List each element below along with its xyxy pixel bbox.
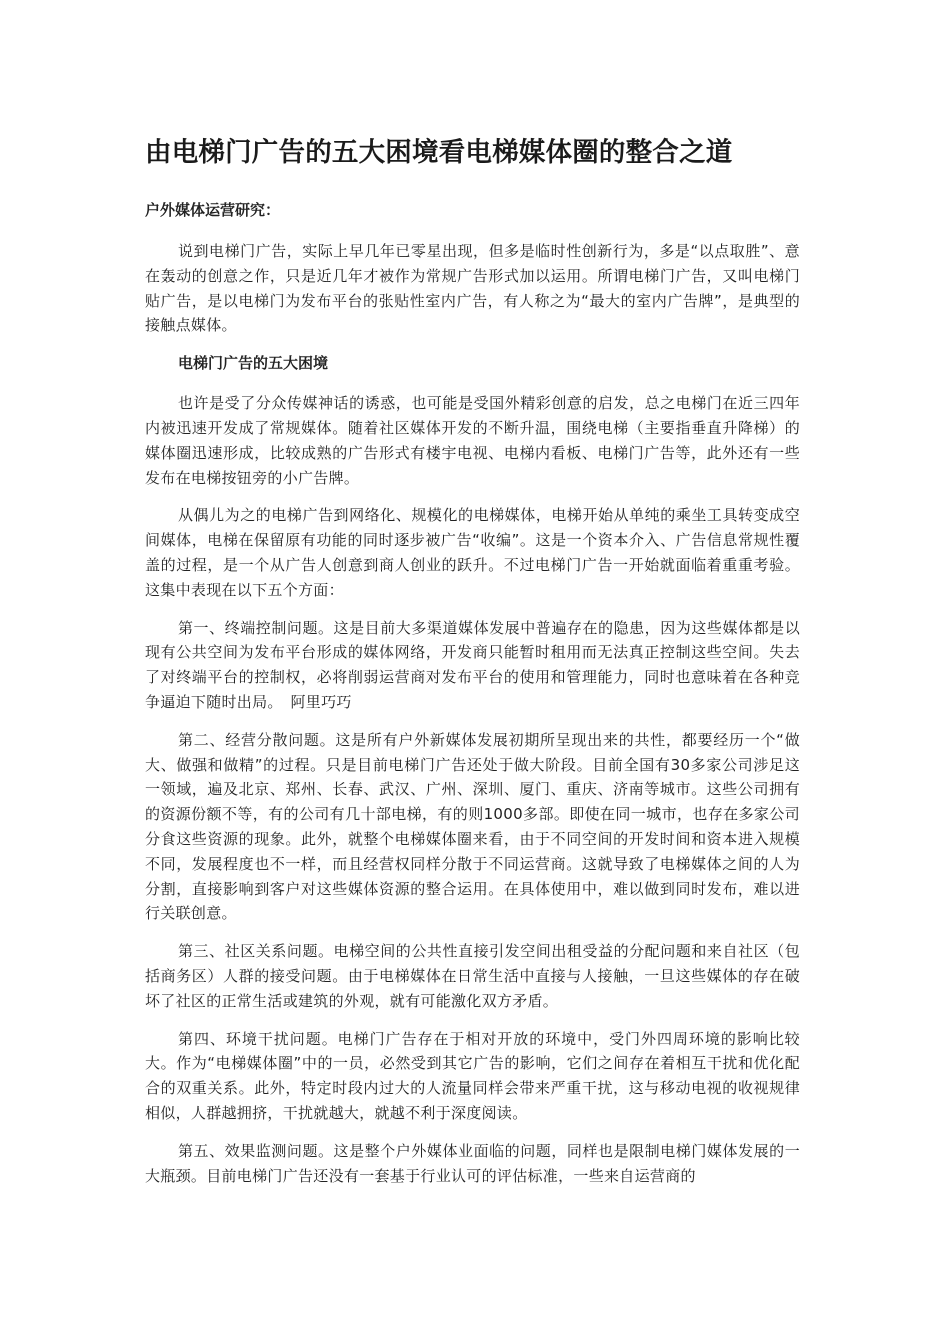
body-paragraph: 第四、环境干扰问题。电梯门广告存在于相对开放的环境中，受门外四周环境的影响比较大。作为“电梯媒体圈”中的一员，必然受到其它广告的影响，它们之间存在着相互干扰和优化配合的双重关系。此外，特定时段内过大的人流量同样会带来严重干扰，这与移动电视的收视规律相似，人群越拥挤，干扰就越大，就越不利于深度阅读。 bbox=[145, 1029, 800, 1122]
body-paragraph: 第一、终端控制问题。这是目前大多渠道媒体发展中普遍存在的隐患，因为这些媒体都是以现有公共空间为发布平台形成的媒体网络，开发商只能暂时租用而无法真正控制这些空间。失去了对终端平台的控制权，必将削弱运营商对发布平台的使用和管理能力，同时也意味着在各种竞争逼迫下随时出局。 阿里巧巧 bbox=[145, 618, 800, 711]
body-paragraph: 第三、社区关系问题。电梯空间的公共性直接引发空间出租受益的分配问题和来自社区（包括商务区）人群的接受问题。由于电梯媒体在日常生活中直接与人接触，一旦这些媒体的存在破坏了社区的正常生活或建筑的外观，就有可能激化双方矛盾。 bbox=[145, 942, 800, 1010]
intro-paragraph: 说到电梯门广告，实际上早几年已零星出现，但多是临时性创新行为，多是“以点取胜”、意在轰动的创意之作，只是近几年才被作为常规广告形式加以运用。所谓电梯门广告，又叫电梯门贴广告，是以电梯门为发布平台的张贴性室内广告，有人称之为“最大的室内广告牌”，是典型的接触点媒体。 bbox=[145, 242, 800, 335]
document-subtitle: 户外媒体运营研究： bbox=[145, 201, 281, 219]
body-paragraph: 从偶儿为之的电梯广告到网络化、规模化的电梯媒体，电梯开始从单纯的乘坐工具转变成空间媒体，电梯在保留原有功能的同时逐步被广告“收编”。这是一个资本介入、广告信息常规性覆盖的过程，是一个从广告人创意到商人创业的跃升。不过电梯门广告一开始就面临着重重考验。这集中表现在以下五个方面： bbox=[145, 506, 800, 599]
section-heading: 电梯门广告的五大困境 bbox=[178, 354, 329, 373]
body-paragraph: 第二、经营分散问题。这是所有户外新媒体发展初期所呈现出来的共性，都要经历一个“做大、做强和做精”的过程。只是目前电梯门广告还处于做大阶段。目前全国有30多家公司涉足这一领域，遍及北京、郑州、长春、武汉、广州、深圳、厦门、重庆、济南等城市。这些公司拥有的资源份额不等，有的公司有几十部电梯，有的则1000多部。即使在同一城市，也存在多家公司分食这些资源的现象。此外，就整个电梯媒体圈来看，由于不同空间的开发时间和资本进入规模不同，发展程度也不一样，而且经营权同样分散于不同运营商。这就导致了电梯媒体之间的人为分割，直接影响到客户对这些媒体资源的整合运用。在具体使用中，难以做到同时发布，难以进行关联创意。 bbox=[145, 730, 800, 923]
body-paragraph: 第五、效果监测问题。这是整个户外媒体业面临的问题，同样也是限制电梯门媒体发展的一大瓶颈。目前电梯门广告还没有一套基于行业认可的评估标准，一些来自运营商的 bbox=[145, 1141, 800, 1185]
document-title: 由电梯门广告的五大困境看电梯媒体圈的整合之道 bbox=[145, 137, 733, 168]
body-paragraph: 也许是受了分众传媒神话的诱惑，也可能是受国外精彩创意的启发，总之电梯门在近三四年内被迅速开发成了常规媒体。随着社区媒体开发的不断升温，围绕电梯（主要指垂直升降梯）的媒体圈迅速形成，比较成熟的广告形式有楼宇电视、电梯内看板、电梯门广告等，此外还有一些发布在电梯按钮旁的小广告牌。 bbox=[145, 394, 800, 487]
document-page bbox=[145, 136, 800, 1201]
